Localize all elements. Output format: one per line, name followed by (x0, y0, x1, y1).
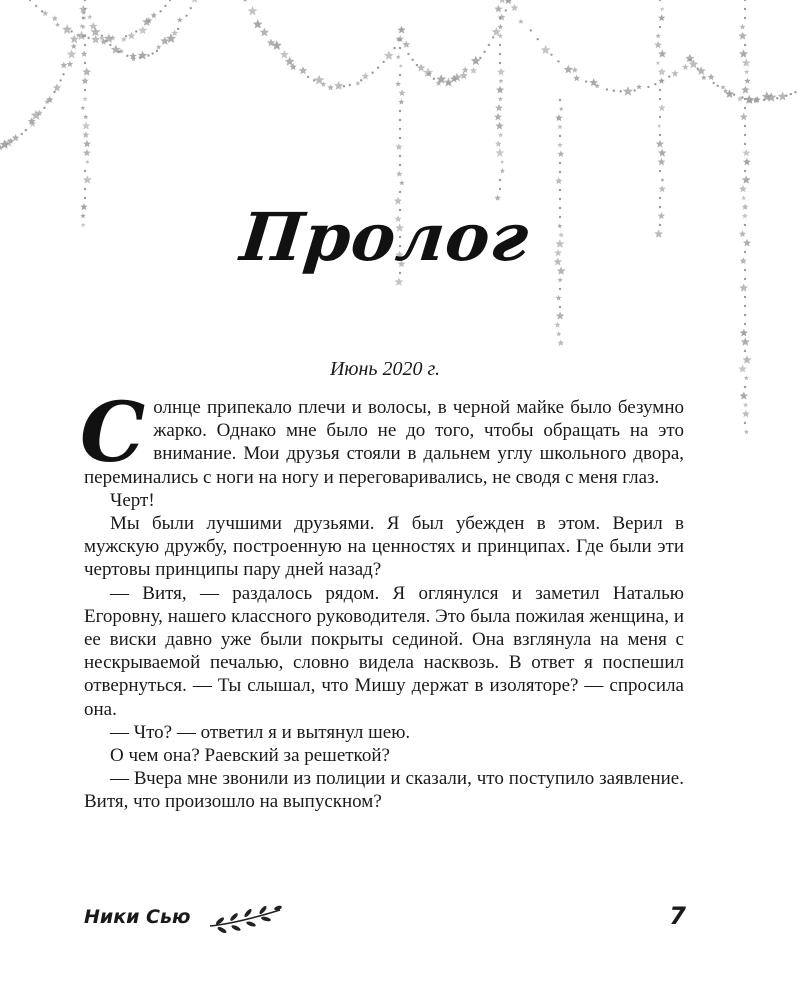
chapter-body (80, 385, 684, 814)
paragraph: — Что? — ответил я и вытянул шею. (110, 721, 411, 743)
paragraph: О чем она? Раевский за решеткой? (110, 745, 390, 767)
paragraph: — Вчера мне звонили из полиции и сказали, что поступило заявление. Витя, что произошло на выпускном? (84, 768, 684, 813)
page-footer (84, 902, 686, 936)
first-paragraph-text: олнце припекало плечи и волосы, в черной майке было безумно жарко. Однако мне было не до того, чтобы обращать на это внимание. Мои друзья стояли в дальнем углу школьного двора, переминались с ноги на ногу и переговаривались, не сводя с меня глаз. (84, 397, 684, 488)
chapter-date: Июнь 2020 г. (329, 358, 441, 380)
author-name: Ники Сью (84, 906, 191, 928)
paragraph: Черт! (110, 489, 155, 511)
first-paragraph (80, 385, 684, 489)
paragraph: Мы были лучшими друзьями. Я был убежден в этом. Верил в мужскую дружбу, построенную на ценностях и принципах. Где были эти чертовы принципы пару дней назад? (84, 513, 684, 581)
drop-cap: С (80, 385, 146, 481)
page-number: 7 (669, 902, 686, 930)
leaf-sprig-icon (206, 902, 284, 936)
chapter-title: Пролог (236, 198, 534, 276)
paragraph: — Витя, — раздалось рядом. Я оглянулся и заметил Наталью Егоровну, нашего классного руководителя. Это была пожилая женщина, и ее виски давно уже были покрыты сединой. Она взглянула на меня с нескрываемой печалью, словно видела насквозь. В ответ я поспешил отвернуться. — Ты слышал, что Мишу держат в изоляторе? — спросила она. (84, 582, 684, 720)
